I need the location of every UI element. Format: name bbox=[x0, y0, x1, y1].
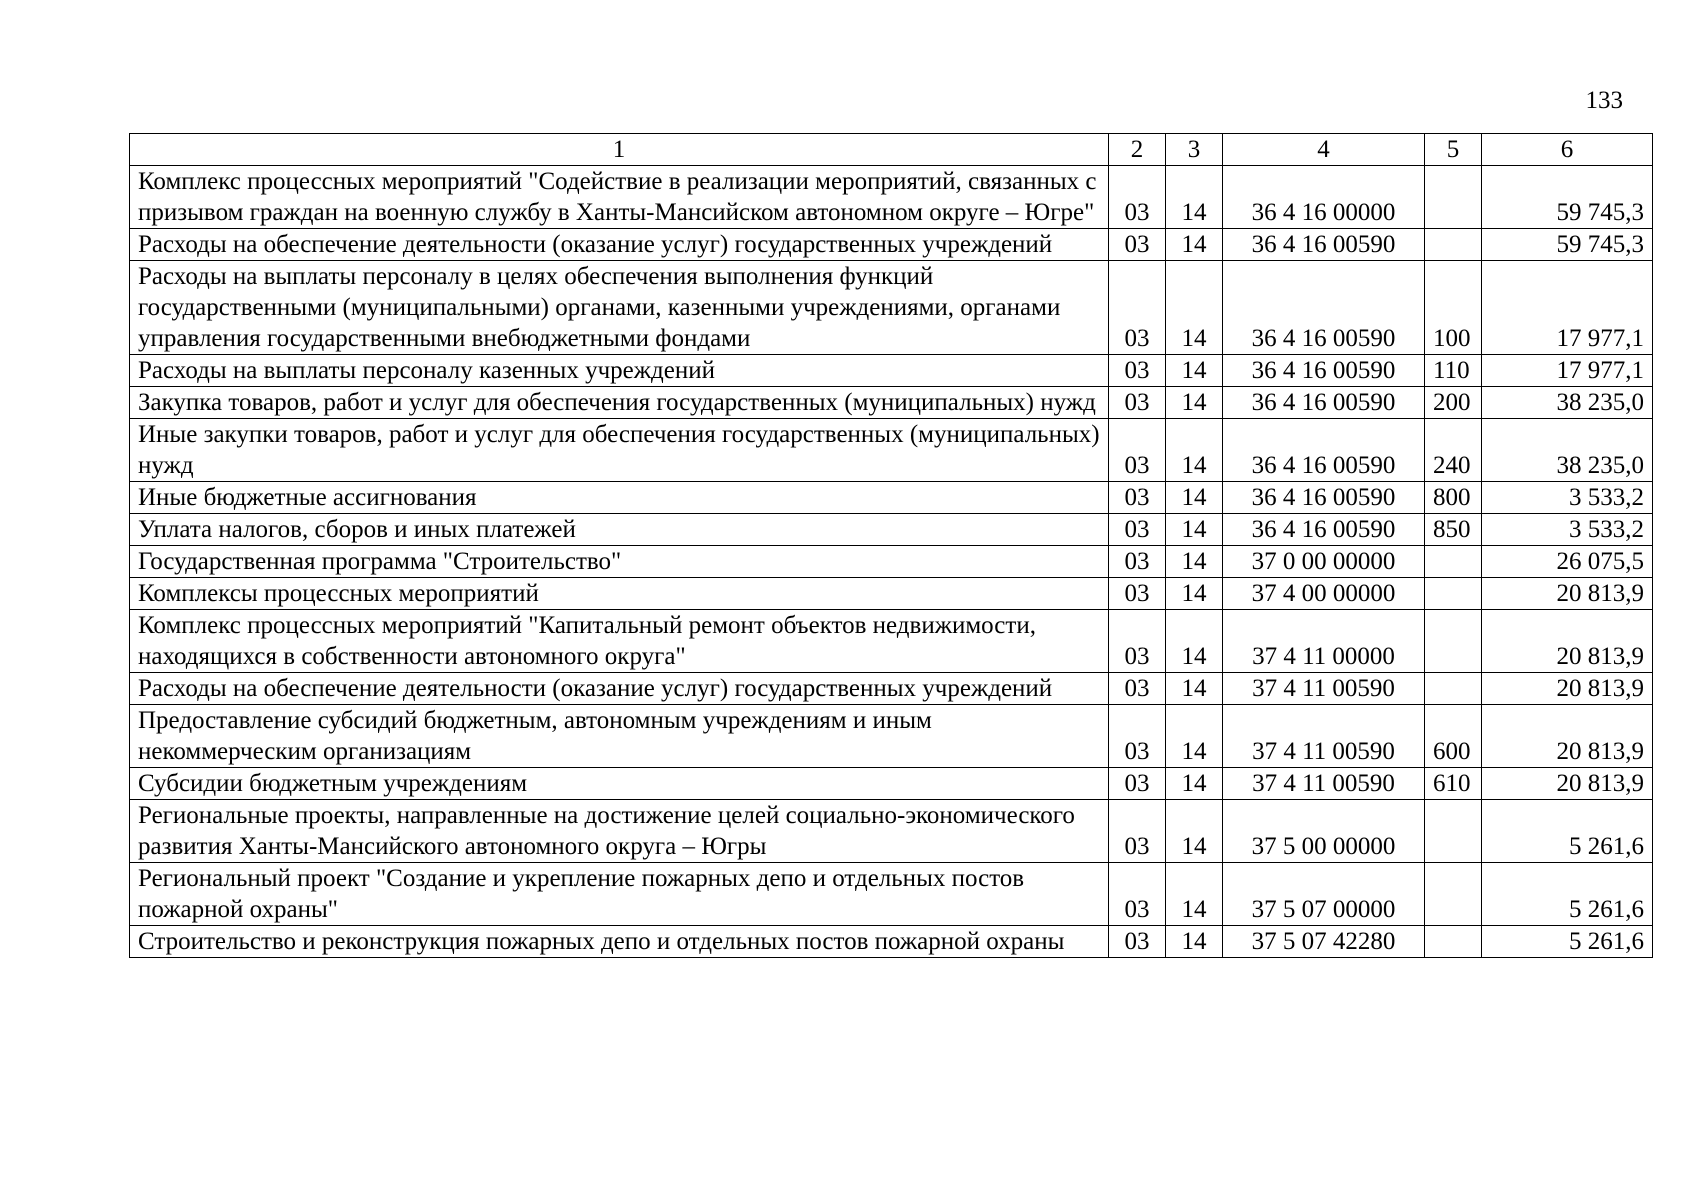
row-expense-type: 100 bbox=[1425, 261, 1482, 355]
page-number: 133 bbox=[1585, 87, 1623, 114]
row-subsection: 14 bbox=[1166, 863, 1223, 926]
row-expense-type bbox=[1425, 673, 1482, 705]
row-section: 03 bbox=[1109, 419, 1166, 482]
row-target-code: 36 4 16 00590 bbox=[1223, 514, 1425, 546]
row-name: Региональный проект "Создание и укрепление пожарных депо и отдельных постов пожарной охраны" bbox=[130, 863, 1109, 926]
row-subsection: 14 bbox=[1166, 419, 1223, 482]
row-amount: 20 813,9 bbox=[1482, 705, 1653, 768]
table-row bbox=[130, 482, 1653, 514]
row-subsection: 14 bbox=[1166, 926, 1223, 958]
row-subsection: 14 bbox=[1166, 166, 1223, 229]
row-amount: 3 533,2 bbox=[1482, 514, 1653, 546]
row-expense-type bbox=[1425, 926, 1482, 958]
row-amount: 20 813,9 bbox=[1482, 578, 1653, 610]
row-amount: 59 745,3 bbox=[1482, 229, 1653, 261]
row-amount: 38 235,0 bbox=[1482, 419, 1653, 482]
row-target-code: 37 4 11 00000 bbox=[1223, 610, 1425, 673]
row-section: 03 bbox=[1109, 166, 1166, 229]
row-expense-type bbox=[1425, 578, 1482, 610]
row-target-code: 37 4 00 00000 bbox=[1223, 578, 1425, 610]
row-name: Комплекс процессных мероприятий "Капитальный ремонт объектов недвижимости, находящихся в собственности автономного округа" bbox=[130, 610, 1109, 673]
table-row bbox=[130, 355, 1653, 387]
table-row bbox=[130, 546, 1653, 578]
row-section: 03 bbox=[1109, 926, 1166, 958]
row-section: 03 bbox=[1109, 514, 1166, 546]
row-subsection: 14 bbox=[1166, 482, 1223, 514]
row-amount: 17 977,1 bbox=[1482, 355, 1653, 387]
row-expense-type: 610 bbox=[1425, 768, 1482, 800]
row-amount: 38 235,0 bbox=[1482, 387, 1653, 419]
row-name: Уплата налогов, сборов и иных платежей bbox=[130, 514, 1109, 546]
row-expense-type: 600 bbox=[1425, 705, 1482, 768]
row-subsection: 14 bbox=[1166, 261, 1223, 355]
row-subsection: 14 bbox=[1166, 768, 1223, 800]
row-target-code: 36 4 16 00590 bbox=[1223, 387, 1425, 419]
row-expense-type bbox=[1425, 546, 1482, 578]
row-amount: 59 745,3 bbox=[1482, 166, 1653, 229]
row-section: 03 bbox=[1109, 229, 1166, 261]
row-subsection: 14 bbox=[1166, 610, 1223, 673]
table-row bbox=[130, 673, 1653, 705]
table-row bbox=[130, 610, 1653, 673]
table-row bbox=[130, 578, 1653, 610]
row-expense-type bbox=[1425, 166, 1482, 229]
row-amount: 5 261,6 bbox=[1482, 863, 1653, 926]
row-name: Государственная программа "Строительство" bbox=[130, 546, 1109, 578]
table-row bbox=[130, 261, 1653, 355]
table-row bbox=[130, 166, 1653, 229]
row-amount: 5 261,6 bbox=[1482, 800, 1653, 863]
row-section: 03 bbox=[1109, 705, 1166, 768]
table-row bbox=[130, 229, 1653, 261]
row-target-code: 36 4 16 00590 bbox=[1223, 229, 1425, 261]
budget-table bbox=[129, 133, 1653, 958]
row-target-code: 37 4 11 00590 bbox=[1223, 705, 1425, 768]
col-header-section: 2 bbox=[1109, 134, 1166, 166]
col-header-name: 1 bbox=[130, 134, 1109, 166]
row-section: 03 bbox=[1109, 863, 1166, 926]
header-row bbox=[130, 134, 1653, 166]
row-expense-type bbox=[1425, 229, 1482, 261]
table-row bbox=[130, 419, 1653, 482]
col-header-target-code: 4 bbox=[1223, 134, 1425, 166]
row-amount: 26 075,5 bbox=[1482, 546, 1653, 578]
row-name: Комплекс процессных мероприятий "Содействие в реализации мероприятий, связанных с призывом граждан на военную службу в Ханты-Мансийском автономном округе – Югре" bbox=[130, 166, 1109, 229]
row-target-code: 37 5 07 00000 bbox=[1223, 863, 1425, 926]
row-subsection: 14 bbox=[1166, 705, 1223, 768]
row-subsection: 14 bbox=[1166, 229, 1223, 261]
row-section: 03 bbox=[1109, 800, 1166, 863]
table-row bbox=[130, 800, 1653, 863]
row-section: 03 bbox=[1109, 546, 1166, 578]
row-subsection: 14 bbox=[1166, 355, 1223, 387]
row-section: 03 bbox=[1109, 768, 1166, 800]
row-target-code: 36 4 16 00590 bbox=[1223, 355, 1425, 387]
row-amount: 17 977,1 bbox=[1482, 261, 1653, 355]
table-row bbox=[130, 514, 1653, 546]
row-expense-type bbox=[1425, 610, 1482, 673]
row-name: Иные бюджетные ассигнования bbox=[130, 482, 1109, 514]
row-section: 03 bbox=[1109, 578, 1166, 610]
row-name: Комплексы процессных мероприятий bbox=[130, 578, 1109, 610]
row-target-code: 37 4 11 00590 bbox=[1223, 768, 1425, 800]
row-section: 03 bbox=[1109, 610, 1166, 673]
col-header-expense-type: 5 bbox=[1425, 134, 1482, 166]
row-name: Расходы на выплаты персоналу в целях обеспечения выполнения функций государственными (муниципальными) органами, казенными учреждениями, органами управления государственными внебюджетными фондами bbox=[130, 261, 1109, 355]
row-target-code: 36 4 16 00590 bbox=[1223, 419, 1425, 482]
table-row bbox=[130, 926, 1653, 958]
row-section: 03 bbox=[1109, 482, 1166, 514]
row-expense-type: 800 bbox=[1425, 482, 1482, 514]
row-subsection: 14 bbox=[1166, 546, 1223, 578]
row-section: 03 bbox=[1109, 387, 1166, 419]
table-row bbox=[130, 863, 1653, 926]
table-row bbox=[130, 768, 1653, 800]
row-expense-type bbox=[1425, 800, 1482, 863]
row-target-code: 37 4 11 00590 bbox=[1223, 673, 1425, 705]
row-expense-type bbox=[1425, 863, 1482, 926]
row-expense-type: 850 bbox=[1425, 514, 1482, 546]
row-expense-type: 200 bbox=[1425, 387, 1482, 419]
row-target-code: 36 4 16 00590 bbox=[1223, 482, 1425, 514]
row-target-code: 37 5 00 00000 bbox=[1223, 800, 1425, 863]
row-name: Региональные проекты, направленные на достижение целей социально-экономического развития Ханты-Мансийского автономного округа – Югры bbox=[130, 800, 1109, 863]
row-expense-type: 110 bbox=[1425, 355, 1482, 387]
row-amount: 20 813,9 bbox=[1482, 768, 1653, 800]
row-amount: 5 261,6 bbox=[1482, 926, 1653, 958]
row-target-code: 37 0 00 00000 bbox=[1223, 546, 1425, 578]
table-row bbox=[130, 705, 1653, 768]
row-expense-type: 240 bbox=[1425, 419, 1482, 482]
row-amount: 20 813,9 bbox=[1482, 673, 1653, 705]
row-target-code: 36 4 16 00590 bbox=[1223, 261, 1425, 355]
row-name: Расходы на обеспечение деятельности (оказание услуг) государственных учреждений bbox=[130, 673, 1109, 705]
row-name: Расходы на обеспечение деятельности (оказание услуг) государственных учреждений bbox=[130, 229, 1109, 261]
row-target-code: 37 5 07 42280 bbox=[1223, 926, 1425, 958]
row-name: Иные закупки товаров, работ и услуг для обеспечения государственных (муниципальных) нужд bbox=[130, 419, 1109, 482]
row-section: 03 bbox=[1109, 673, 1166, 705]
col-header-amount: 6 bbox=[1482, 134, 1653, 166]
row-name: Предоставление субсидий бюджетным, автономным учреждениям и иным некоммерческим организациям bbox=[130, 705, 1109, 768]
row-subsection: 14 bbox=[1166, 514, 1223, 546]
row-subsection: 14 bbox=[1166, 387, 1223, 419]
row-name: Строительство и реконструкция пожарных депо и отдельных постов пожарной охраны bbox=[130, 926, 1109, 958]
row-section: 03 bbox=[1109, 261, 1166, 355]
row-name: Субсидии бюджетным учреждениям bbox=[130, 768, 1109, 800]
row-subsection: 14 bbox=[1166, 673, 1223, 705]
row-target-code: 36 4 16 00000 bbox=[1223, 166, 1425, 229]
col-header-subsection: 3 bbox=[1166, 134, 1223, 166]
row-subsection: 14 bbox=[1166, 578, 1223, 610]
row-section: 03 bbox=[1109, 355, 1166, 387]
row-name: Закупка товаров, работ и услуг для обеспечения государственных (муниципальных) нужд bbox=[130, 387, 1109, 419]
row-name: Расходы на выплаты персоналу казенных учреждений bbox=[130, 355, 1109, 387]
row-amount: 3 533,2 bbox=[1482, 482, 1653, 514]
row-amount: 20 813,9 bbox=[1482, 610, 1653, 673]
row-subsection: 14 bbox=[1166, 800, 1223, 863]
table-row bbox=[130, 387, 1653, 419]
